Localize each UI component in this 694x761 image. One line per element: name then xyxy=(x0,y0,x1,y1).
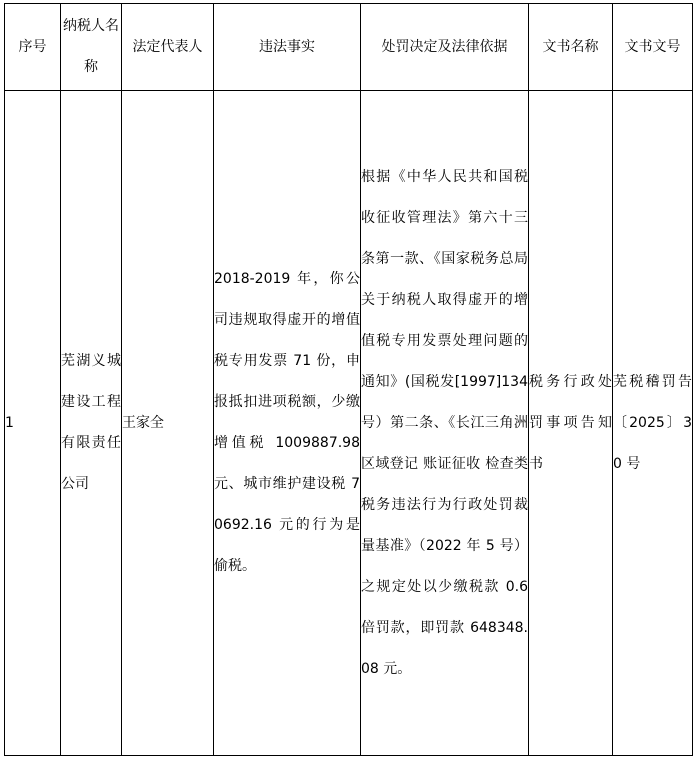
cell-taxpayer-name: 芜湖义城建设工程有限责任公司 xyxy=(61,91,122,756)
table-row xyxy=(5,91,693,756)
cell-violation-facts: 2018-2019 年，你公司违规取得虚开的增值税专用发票 71 份，申报抵扣进项税额，少缴增值税 1009887.98 元、城市维护建设税 70692.16 元的行为是偷税。 xyxy=(214,91,361,756)
cell-doc-number: 芜税稽罚告〔2025〕30 号 xyxy=(613,91,693,756)
header-decision-basis: 处罚决定及法律依据 xyxy=(361,4,529,91)
header-legal-rep: 法定代表人 xyxy=(122,4,214,91)
header-doc-number: 文书文号 xyxy=(613,4,693,91)
cell-decision-basis: 根据《中华人民共和国税收征收管理法》第六十三条第一款、《国家税务总局关于纳税人取得虚开的增值税专用发票处理问题的通知》(国税发[1997]134 号）第二条、《长江三角洲区域登记 账证征收 检查类税务违法行为行政处罚裁量基准》（2022 年 5 号）之规定处以少缴税款 0.6 倍罚款，即罚款 648348.08 元。 xyxy=(361,91,529,756)
header-doc-name: 文书名称 xyxy=(529,4,613,91)
header-seq: 序号 xyxy=(5,4,61,91)
header-row xyxy=(5,4,693,91)
penalty-table xyxy=(4,3,693,756)
header-violation-facts: 违法事实 xyxy=(214,4,361,91)
cell-seq: 1 xyxy=(5,91,61,756)
header-taxpayer-name: 纳税人名称 xyxy=(61,4,122,91)
cell-doc-name: 税务行政处罚事项告知书 xyxy=(529,91,613,756)
cell-legal-rep: 王家全 xyxy=(122,91,214,756)
